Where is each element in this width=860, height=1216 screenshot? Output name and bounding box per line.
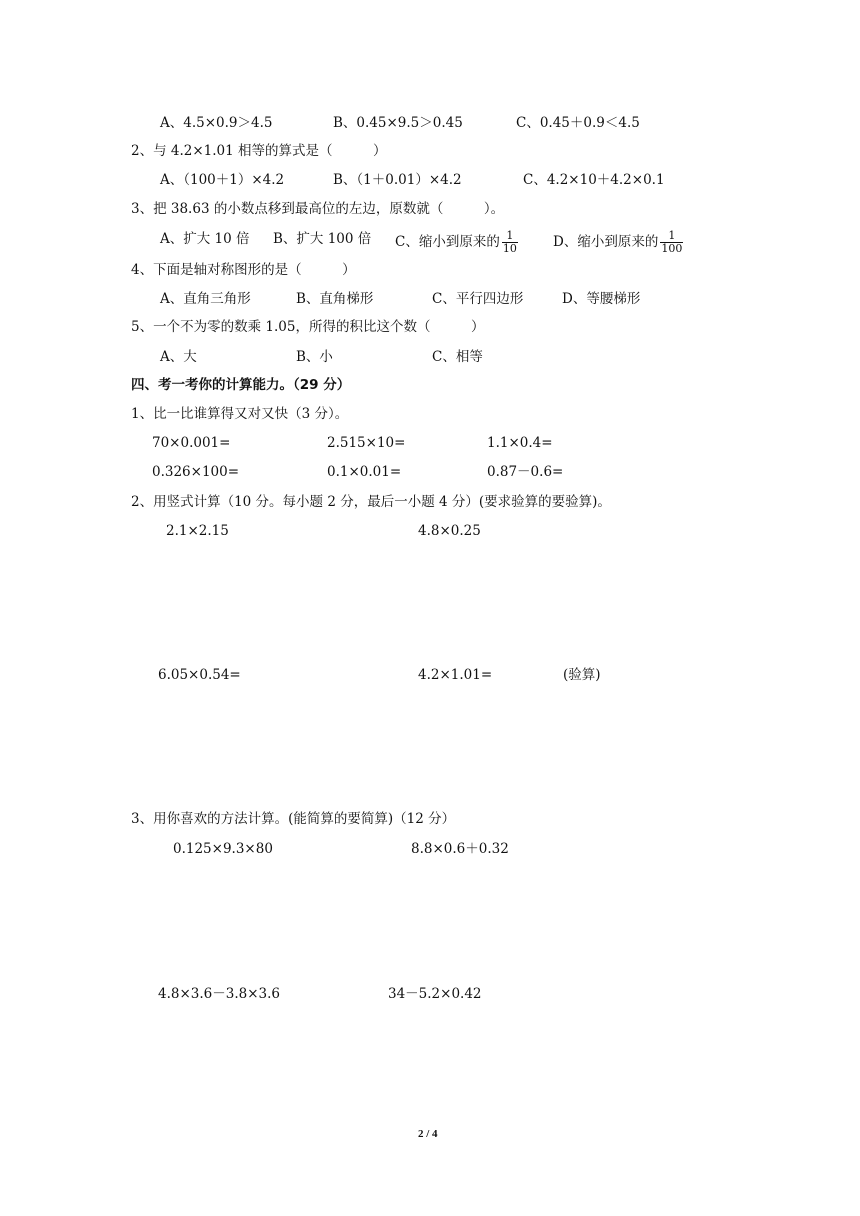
q3-option-d-text: D、缩小到原来的 bbox=[553, 234, 659, 250]
q5-stem: 5、一个不为零的数乘 1.05，所得的积比这个数（ ） bbox=[131, 319, 485, 335]
fraction-numerator: 1 bbox=[502, 230, 518, 243]
q4-stem: 4、下面是轴对称图形的是（ ） bbox=[131, 262, 356, 278]
q5-option-a: A、大 bbox=[160, 349, 197, 365]
vertical-calc-item: 4.8×0.25 bbox=[418, 523, 481, 539]
q3-option-c bbox=[395, 230, 518, 255]
fraction-denominator: 10 bbox=[502, 242, 517, 255]
page-number: 2 / 4 bbox=[418, 1128, 438, 1140]
q-prev-option-a: A、4.5×0.9＞4.5 bbox=[160, 115, 273, 131]
simplify-calc-item: 0.125×9.3×80 bbox=[173, 841, 273, 857]
simplify-calc-item: 8.8×0.6＋0.32 bbox=[411, 841, 509, 857]
verify-label: (验算) bbox=[563, 667, 601, 683]
simplify-calc-item: 4.8×3.6－3.8×3.6 bbox=[158, 986, 281, 1002]
calc-item: 0.326×100= bbox=[152, 464, 240, 480]
simplify-calc-item: 34－5.2×0.42 bbox=[388, 986, 482, 1002]
calc-item: 0.1×0.01= bbox=[327, 464, 402, 480]
q2-option-c: C、4.2×10＋4.2×0.1 bbox=[523, 172, 665, 188]
q5-option-c: C、相等 bbox=[432, 349, 483, 365]
q4-option-c: C、平行四边形 bbox=[432, 291, 524, 307]
q5-option-b: B、小 bbox=[296, 349, 333, 365]
calc-item: 1.1×0.4= bbox=[487, 435, 553, 451]
vertical-calc-item: 4.2×1.01= bbox=[418, 667, 493, 683]
q2-option-a: A、（100＋1）×4.2 bbox=[160, 172, 285, 188]
q2-stem: 2、与 4.2×1.01 相等的算式是（ ） bbox=[131, 143, 387, 159]
part3-stem: 3、用你喜欢的方法计算。(能简算的要简算)（12 分） bbox=[131, 811, 456, 827]
part2-stem: 2、用竖式计算（10 分。每小题 2 分，最后一小题 4 分）(要求验算的要验算)。 bbox=[131, 494, 611, 510]
q4-option-b: B、直角梯形 bbox=[296, 291, 374, 307]
vertical-calc-item: 2.1×2.15 bbox=[166, 523, 229, 539]
q3-option-d-fraction bbox=[660, 230, 683, 255]
q4-option-d: D、等腰梯形 bbox=[562, 291, 641, 307]
q3-option-d bbox=[553, 230, 683, 255]
fraction-denominator: 100 bbox=[661, 242, 683, 255]
section-4-title: 四、考一考你的计算能力。（29 分） bbox=[131, 377, 351, 393]
calc-item: 2.515×10= bbox=[327, 435, 406, 451]
q3-stem: 3、把 38.63 的小数点移到最高位的左边，原数就（ ）。 bbox=[131, 201, 505, 217]
q-prev-option-b: B、0.45×9.5＞0.45 bbox=[333, 115, 463, 131]
fraction-numerator: 1 bbox=[660, 230, 683, 243]
q2-option-b: B、（1＋0.01）×4.2 bbox=[333, 172, 462, 188]
vertical-calc-item: 6.05×0.54= bbox=[158, 667, 241, 683]
q3-option-c-fraction bbox=[502, 230, 518, 255]
q3-option-c-text: C、缩小到原来的 bbox=[395, 234, 500, 250]
part1-stem: 1、比一比谁算得又对又快（3 分）。 bbox=[131, 406, 349, 422]
calc-item: 70×0.001= bbox=[152, 435, 231, 451]
q3-option-b: B、扩大 100 倍 bbox=[273, 231, 372, 247]
q3-option-a: A、扩大 10 倍 bbox=[160, 231, 250, 247]
calc-item: 0.87－0.6= bbox=[487, 464, 564, 480]
q-prev-option-c: C、0.45＋0.9＜4.5 bbox=[516, 115, 640, 131]
q4-option-a: A、直角三角形 bbox=[160, 291, 251, 307]
